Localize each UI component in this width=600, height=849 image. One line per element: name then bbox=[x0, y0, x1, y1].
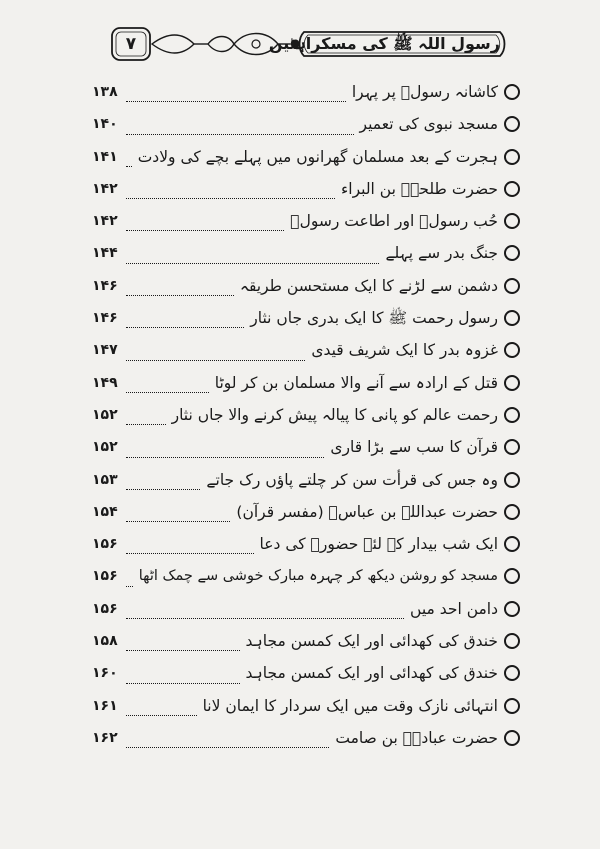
toc-entry bbox=[90, 431, 520, 463]
entry-title: خندق کی کھدائی اور ایک کمسن مجاہد bbox=[245, 664, 498, 683]
circle-bullet-icon bbox=[504, 116, 520, 132]
circle-bullet-icon bbox=[504, 407, 520, 423]
toc-entry bbox=[90, 496, 520, 528]
entry-title: دامن احد میں bbox=[410, 599, 498, 618]
toc-entry bbox=[90, 302, 520, 334]
toc-entry bbox=[90, 141, 520, 173]
toc-entry bbox=[90, 270, 520, 302]
toc-entry bbox=[90, 399, 520, 431]
entry-page-number: ۱۴۶ bbox=[92, 277, 118, 294]
circle-bullet-icon bbox=[504, 536, 520, 552]
entry-title: جنگ بدر سے پہلے bbox=[385, 244, 498, 263]
dotted-leader bbox=[126, 747, 329, 748]
circle-bullet-icon bbox=[504, 439, 520, 455]
circle-bullet-icon bbox=[504, 601, 520, 617]
circle-bullet-icon bbox=[504, 568, 520, 584]
table-of-contents bbox=[90, 76, 520, 754]
toc-entry bbox=[90, 722, 520, 754]
dotted-leader bbox=[126, 295, 234, 296]
entry-page-number: ۱۴۰ bbox=[92, 116, 118, 133]
entry-title: رحمت عالم کو پانی کا پیالہ پیش کرنے والا جاں نثار bbox=[171, 405, 498, 424]
toc-entry bbox=[90, 657, 520, 689]
circle-bullet-icon bbox=[504, 730, 520, 746]
entry-page-number: ۱۵۶ bbox=[92, 568, 118, 585]
entry-title: ہجرت کے بعد مسلمان گھرانوں میں پہلے بچے کی ولادت bbox=[137, 147, 498, 166]
dotted-leader bbox=[126, 263, 379, 264]
toc-entry bbox=[90, 560, 520, 592]
entry-page-number: ۱۴۲ bbox=[92, 180, 118, 197]
entry-title: کاشانہ رسولؐ پر پہرا bbox=[351, 83, 498, 101]
entry-page-number: ۱۵۲ bbox=[92, 406, 118, 423]
circle-bullet-icon bbox=[504, 665, 520, 681]
dotted-leader bbox=[126, 424, 166, 425]
circle-bullet-icon bbox=[504, 633, 520, 649]
toc-entry bbox=[90, 173, 520, 205]
entry-page-number: ۱۶۱ bbox=[92, 697, 118, 714]
dotted-leader bbox=[126, 166, 132, 167]
circle-bullet-icon bbox=[504, 375, 520, 391]
toc-entry bbox=[90, 237, 520, 269]
page-number: ۷ bbox=[125, 34, 137, 54]
dotted-leader bbox=[126, 327, 244, 328]
toc-entry bbox=[90, 625, 520, 657]
contents-page bbox=[90, 22, 520, 782]
entry-title: دشمن سے لڑنے کا ایک مستحسن طریقہ bbox=[239, 276, 498, 295]
circle-bullet-icon bbox=[504, 181, 520, 197]
circle-bullet-icon bbox=[504, 84, 520, 100]
toc-entry bbox=[90, 464, 520, 496]
running-title: رسول اللہ ﷺ کی مسکراہٹیں bbox=[268, 34, 500, 53]
entry-page-number: ۱۵۶ bbox=[92, 600, 118, 617]
entry-title: مسجد کو روشن دیکھ کر چہرہ مبارک خوشی سے چمک اٹھا bbox=[138, 568, 498, 585]
entry-title: قتل کے ارادہ سے آنے والا مسلمان بن کر لوٹا bbox=[214, 373, 498, 392]
circle-bullet-icon bbox=[504, 149, 520, 165]
entry-page-number: ۱۴۴ bbox=[92, 245, 118, 262]
entry-page-number: ۱۶۲ bbox=[92, 729, 118, 746]
dotted-leader bbox=[126, 521, 230, 522]
entry-page-number: ۱۵۳ bbox=[92, 471, 118, 488]
dotted-leader bbox=[126, 489, 200, 490]
dotted-leader bbox=[126, 715, 197, 716]
entry-page-number: ۱۴۱ bbox=[92, 148, 118, 165]
entry-page-number: ۱۵۴ bbox=[92, 503, 118, 520]
entry-title: غزوہ بدر کا ایک شریف قیدی bbox=[311, 341, 498, 360]
entry-title: مسجد نبوی کی تعمیر bbox=[359, 115, 498, 134]
circle-bullet-icon bbox=[504, 504, 520, 520]
page-header bbox=[108, 22, 508, 68]
circle-bullet-icon bbox=[504, 278, 520, 294]
dotted-leader bbox=[126, 198, 335, 199]
circle-bullet-icon bbox=[504, 310, 520, 326]
dotted-leader bbox=[126, 683, 240, 684]
toc-entry bbox=[90, 108, 520, 140]
dotted-leader bbox=[126, 101, 346, 102]
dotted-leader bbox=[126, 360, 305, 361]
circle-bullet-icon bbox=[504, 245, 520, 261]
circle-bullet-icon bbox=[504, 213, 520, 229]
circle-bullet-icon bbox=[504, 698, 520, 714]
entry-page-number: ۱۴۲ bbox=[92, 213, 118, 230]
entry-page-number: ۱۴۶ bbox=[92, 310, 118, 327]
dotted-leader bbox=[126, 650, 240, 651]
dotted-leader bbox=[126, 230, 284, 231]
toc-entry bbox=[90, 367, 520, 399]
entry-page-number: ۱۴۹ bbox=[92, 374, 118, 391]
entry-title: خندق کی کھدائی اور ایک کمسن مجاہد bbox=[245, 632, 498, 651]
entry-title: حضرت عبادہؓ بن صامت bbox=[335, 728, 498, 747]
entry-title: حضرت طلحہؓ بن البراء bbox=[341, 179, 498, 198]
toc-entry bbox=[90, 593, 520, 625]
dotted-leader bbox=[126, 553, 254, 554]
dotted-leader bbox=[126, 457, 324, 458]
dotted-leader bbox=[126, 618, 404, 619]
entry-page-number: ۱۶۰ bbox=[92, 665, 118, 682]
entry-page-number: ۱۵۶ bbox=[92, 536, 118, 553]
toc-entry bbox=[90, 76, 520, 108]
toc-entry bbox=[90, 528, 520, 560]
toc-entry bbox=[90, 334, 520, 366]
circle-bullet-icon bbox=[504, 342, 520, 358]
entry-page-number: ۱۳۸ bbox=[92, 84, 118, 100]
circle-bullet-icon bbox=[504, 472, 520, 488]
entry-title: وہ جس کی قرأت سن کر چلتے پاؤں رک جاتے bbox=[206, 470, 498, 489]
dotted-leader bbox=[126, 392, 209, 393]
toc-entry bbox=[90, 690, 520, 722]
entry-title: حُب رسولؐ اور اطاعت رسولؐ bbox=[290, 212, 498, 231]
entry-title: ایک شب بیدار کے لئے حضورؐ کی دعا bbox=[259, 535, 498, 554]
entry-page-number: ۱۵۸ bbox=[92, 633, 118, 650]
entry-page-number: ۱۵۲ bbox=[92, 439, 118, 456]
dotted-leader bbox=[126, 586, 133, 587]
entry-page-number: ۱۴۷ bbox=[92, 342, 118, 359]
entry-title: انتہائی نازک وقت میں ایک سردار کا ایمان لانا bbox=[202, 696, 498, 715]
entry-title: رسول رحمت ﷺ کا ایک بدری جاں نثار bbox=[250, 309, 498, 328]
dotted-leader bbox=[126, 134, 354, 135]
toc-entry bbox=[90, 205, 520, 237]
entry-title: قرآن کا سب سے بڑا قاری bbox=[330, 438, 498, 457]
entry-title: حضرت عبداللہ بن عباسؓ (مفسر قرآن) bbox=[236, 502, 498, 521]
